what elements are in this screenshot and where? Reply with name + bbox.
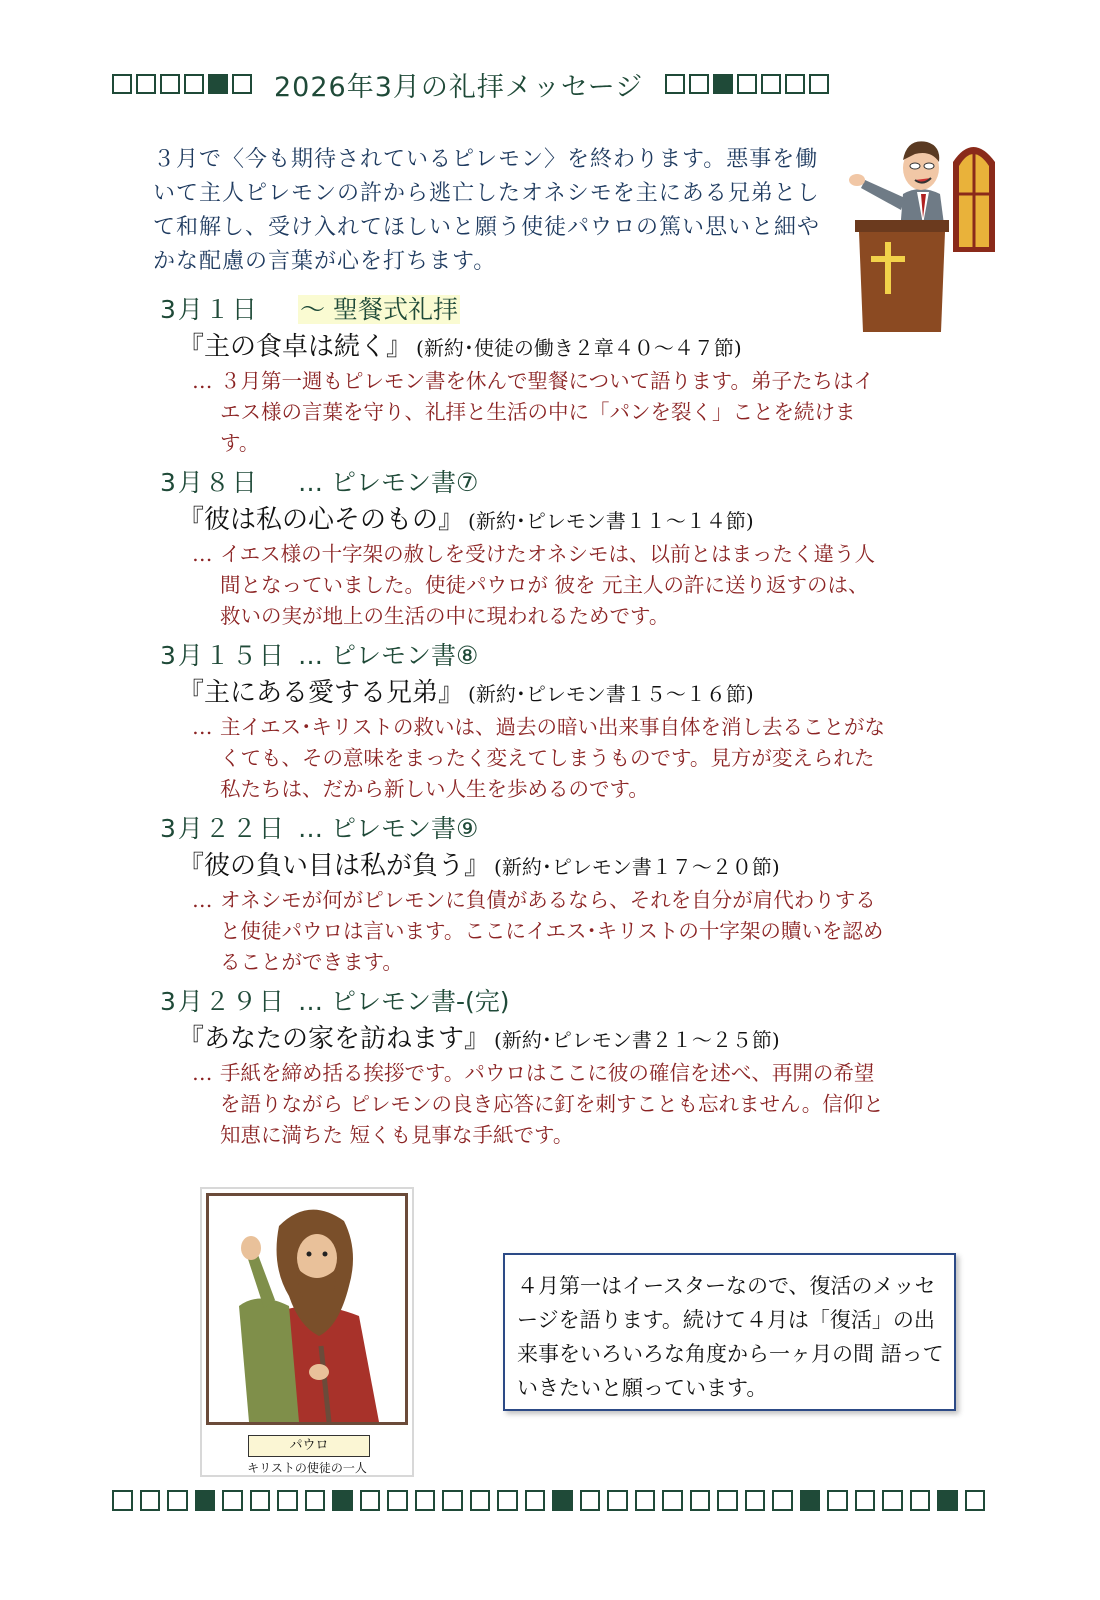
decorative-square (785, 74, 805, 94)
sermon-description-text: 主イエス･キリストの救いは、過去の暗い出来事自体を消し去ることがなくても、その意味をまったく変えてしまうものです。見方が変えられた私たちは、だから新しい人生を歩めるのです。 (220, 715, 886, 801)
sermon-series: … ピレモン書-(完) (298, 987, 510, 1016)
decorative-square (470, 1490, 491, 1511)
scripture-reference: (新約･使徒の働き２章４０～４７節) (416, 336, 742, 360)
paul-name-label: パウロ (248, 1435, 370, 1457)
decorative-square (689, 74, 709, 94)
sermon-date-line (160, 984, 900, 1020)
sermon-description (192, 366, 900, 459)
decorative-square (497, 1490, 518, 1511)
decorative-square (827, 1490, 848, 1511)
decorative-square (937, 1490, 958, 1511)
ellipsis-lead: … (192, 1061, 213, 1085)
sermon-entry (160, 811, 900, 978)
sermon-description-text: オネシモが何がピレモンに負債があるなら、それを自分が肩代わりすると使徒パウロは言います。ここにイエス･キリストの十字架の贖いを認めることができます。 (220, 888, 884, 974)
decorative-square (112, 1490, 133, 1511)
sermon-series: ～ 聖餐式礼拝 (300, 295, 458, 324)
paul-card (200, 1187, 414, 1477)
intro-paragraph: ３月で〈今も期待されているピレモン〉を終わります。悪事を働いて主人ピレモンの許から逃亡したオネシモを主にある兄弟として和解し、受け入れてほしいと願う使徒パウロの篤い思いと細やかな配慮の言葉が心を打ちます。 (153, 147, 821, 274)
sermon-description (192, 539, 900, 632)
page-title: 2026年3月の礼拝メッセージ (274, 71, 644, 103)
header-decoration-left (112, 74, 256, 94)
decorative-square (208, 74, 228, 94)
sermon-date-line (160, 811, 900, 847)
decorative-square (713, 74, 733, 94)
sermon-title: 『彼の負い目は私が負う』 (178, 851, 491, 881)
sermon-title: 『あなたの家を訪ねます』 (178, 1024, 491, 1054)
decorative-square (800, 1490, 821, 1511)
sermon-date: 3月１日 (160, 295, 259, 324)
ellipsis-lead: … (192, 542, 213, 566)
paul-illustration (209, 1196, 405, 1422)
decorative-square (809, 74, 829, 94)
ellipsis-lead: … (192, 715, 213, 739)
decorative-square (717, 1490, 738, 1511)
decorative-square (662, 1490, 683, 1511)
sermon-date-line (160, 465, 900, 501)
decorative-square (635, 1490, 656, 1511)
sermon-date: 3月２２日 (160, 814, 286, 843)
header-decoration-right (665, 74, 833, 94)
sermon-date: 3月２９日 (160, 987, 286, 1016)
sermon-list (160, 292, 900, 1157)
decorative-square (745, 1490, 766, 1511)
decorative-square (761, 74, 781, 94)
decorative-square (855, 1490, 876, 1511)
scripture-reference: (新約･ピレモン書１５～１６節) (468, 682, 754, 706)
decorative-square (195, 1490, 216, 1511)
decorative-square (277, 1490, 298, 1511)
decorative-square (772, 1490, 793, 1511)
decorative-square (387, 1490, 408, 1511)
decorative-square (525, 1490, 546, 1511)
decorative-square (305, 1490, 326, 1511)
sermon-title: 『彼は私の心そのもの』 (178, 505, 465, 535)
decorative-square (965, 1490, 986, 1511)
sermon-entry (160, 984, 900, 1151)
footer-decoration (112, 1487, 992, 1513)
sermon-title: 『主にある愛する兄弟』 (178, 678, 465, 708)
sermon-date: 3月１５日 (160, 641, 286, 670)
sermon-title-line (178, 328, 900, 366)
paul-caption: キリストの使徒の一人 (247, 1461, 367, 1475)
sermon-date-line (160, 292, 900, 328)
sermon-date: 3月８日 (160, 468, 259, 497)
sermon-description-text: ３月第一週もピレモン書を休んで聖餐について語ります。弟子たちはイエス様の言葉を守り、礼拝と生活の中に「パンを裂く」ことを続けます。 (220, 369, 874, 455)
decorative-square (442, 1490, 463, 1511)
ellipsis-lead: … (192, 888, 213, 912)
decorative-square (580, 1490, 601, 1511)
decorative-square (250, 1490, 271, 1511)
decorative-square (910, 1490, 931, 1511)
decorative-square (167, 1490, 188, 1511)
scripture-reference: (新約･ピレモン書１１～１４節) (468, 509, 754, 533)
decorative-square (360, 1490, 381, 1511)
easter-note-box: ４月第一はイースターなので、復活のメッセージを語ります。続けて４月は「復活」の出来事をいろいろな角度から一ヶ月の間 語っていきたいと願っています。 (503, 1253, 956, 1411)
scripture-reference: (新約･ピレモン書２１～２５節) (494, 1028, 780, 1052)
decorative-square (415, 1490, 436, 1511)
decorative-square (160, 74, 180, 94)
sermon-description (192, 712, 900, 805)
sermon-title-line (178, 1020, 900, 1058)
decorative-square (232, 74, 252, 94)
scripture-reference: (新約･ピレモン書１７～２０節) (494, 855, 780, 879)
decorative-square (184, 74, 204, 94)
sermon-description (192, 1058, 900, 1151)
sermon-entry (160, 638, 900, 805)
sermon-description-text: 手紙を締め括る挨拶です。パウロはここに彼の確信を述べ、再開の希望を語りながら ピレモンの良き応答に釘を刺すことも忘れません。信仰と知恵に満ちた 短くも見事な手紙です。 (220, 1061, 884, 1147)
decorative-square (665, 74, 685, 94)
sermon-series: … ピレモン書⑨ (298, 814, 479, 843)
decorative-square (112, 74, 132, 94)
sermon-series: … ピレモン書⑧ (298, 641, 479, 670)
decorative-square (332, 1490, 353, 1511)
decorative-square (222, 1490, 243, 1511)
sermon-description-text: イエス様の十字架の赦しを受けたオネシモは、以前とはまったく違う人間となっていました。使徒パウロが 彼を 元主人の許に送り返すのは、救いの実が地上の生活の中に現われるためです。 (220, 542, 875, 628)
decorative-square (607, 1490, 628, 1511)
paul-illustration-frame (206, 1193, 408, 1425)
decorative-square (882, 1490, 903, 1511)
decorative-square (690, 1490, 711, 1511)
sermon-title-line (178, 674, 900, 712)
decorative-square (140, 1490, 161, 1511)
decorative-square (552, 1490, 573, 1511)
decorative-square (136, 74, 156, 94)
sermon-title: 『主の食卓は続く』 (178, 332, 413, 362)
sermon-date-line (160, 638, 900, 674)
decorative-square (737, 74, 757, 94)
sermon-title-line (178, 501, 900, 539)
sermon-title-line (178, 847, 900, 885)
page-header (112, 62, 992, 106)
sermon-series: … ピレモン書⑦ (298, 468, 479, 497)
sermon-description (192, 885, 900, 978)
sermon-entry (160, 292, 900, 459)
ellipsis-lead: … (192, 369, 213, 393)
sermon-entry (160, 465, 900, 632)
